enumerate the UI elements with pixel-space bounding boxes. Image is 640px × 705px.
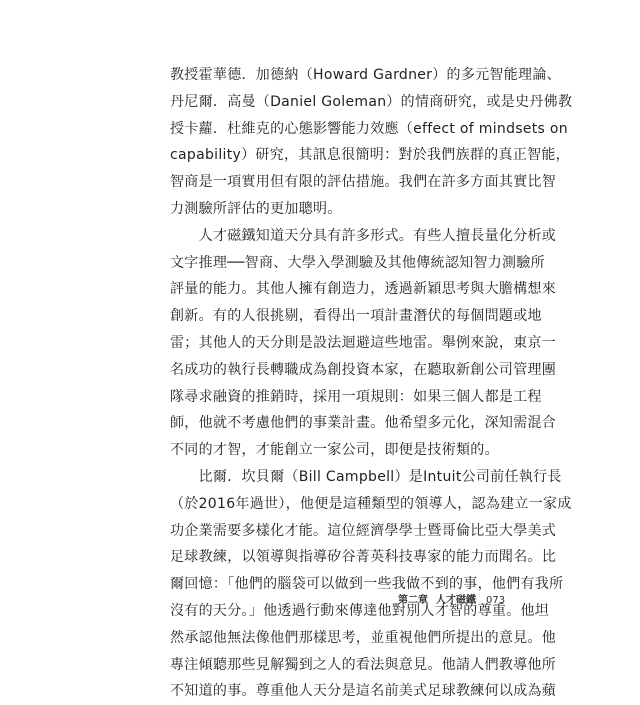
text-line: 然承認他無法像他們那樣思考，並重視他們所提出的意見。他 (170, 629, 557, 646)
text-line: 比爾．坎貝爾（Bill Campbell）是Intuit公司前任執行長 (170, 468, 562, 485)
chapter-title: 人才磁鐵 (436, 595, 476, 606)
text-line: 功企業需要多樣化才能。這位經濟學學士暨哥倫比亞大學美式 (170, 522, 557, 539)
text-line: 專注傾聽那些見解獨到之人的看法與意見。他請人們教導他所 (170, 656, 557, 673)
text-line: 名成功的執行長轉職成為創投資本家，在聽取新創公司管理團 (170, 361, 557, 378)
text-line: 不知道的事。尊重他人天分是這名前美式足球教練何以成為蘋 (170, 683, 557, 700)
page-number: 073 (486, 595, 506, 606)
text-line: 足球教練，以領導與指導矽谷菁英科技專家的能力而聞名。比 (170, 549, 557, 566)
text-line: 爾回憶：「他們的腦袋可以做到一些我做不到的事，他們有我所 (170, 576, 564, 593)
text-line: 人才磁鐵知道天分具有許多形式。有些人擅長量化分析或 (170, 227, 557, 244)
text-line: 雷；其他人的天分則是設法迴避這些地雷。舉例來說，東京一 (170, 334, 557, 351)
text-line: 隊尋求融資的推銷時，採用一項規則：如果三個人都是工程 (170, 388, 542, 405)
text-line: 評量的能力。其他人擁有創造力，透過新穎思考與大膽構想來 (170, 281, 557, 298)
text-line: 智商是一項實用但有限的評估措施。我們在許多方面其實比智 (170, 174, 557, 191)
text-line: 創新。有的人很挑剔，看得出一項計畫潛伏的每個問題或地 (170, 308, 542, 325)
text-line: （於2016年過世），他便是這種類型的領導人，認為建立一家成 (170, 495, 572, 512)
text-line: 不同的才智，才能創立一家公司，即便是技術類的。 (170, 442, 499, 459)
text-line: 丹尼爾．高曼（Daniel Goleman）的情商研究，或是史丹佛教 (170, 93, 573, 110)
text-line: 授卡蘿．杜維克的心態影響能力效應（effect of mindsets on (170, 120, 568, 137)
text-line: 師，他就不考慮他們的事業計畫。他希望多元化，深知需混合 (170, 415, 557, 432)
chapter-label: 第二章 (398, 595, 428, 606)
text-line: 文字推理──智商、大學入學測驗及其他傳統認知智力測驗所 (170, 254, 545, 271)
text-line: 力測驗所評估的更加聰明。 (170, 200, 342, 217)
text-line: 沒有的天分。」他透過行動來傳達他對別人才智的尊重。他坦 (170, 602, 550, 619)
text-line: capability）研究，其訊息很簡明：對於我們族群的真正智能， (170, 147, 570, 164)
text-line: 教授霍華德．加德納（Howard Gardner）的多元智能理論、 (170, 67, 561, 83)
page-footer (398, 592, 506, 610)
